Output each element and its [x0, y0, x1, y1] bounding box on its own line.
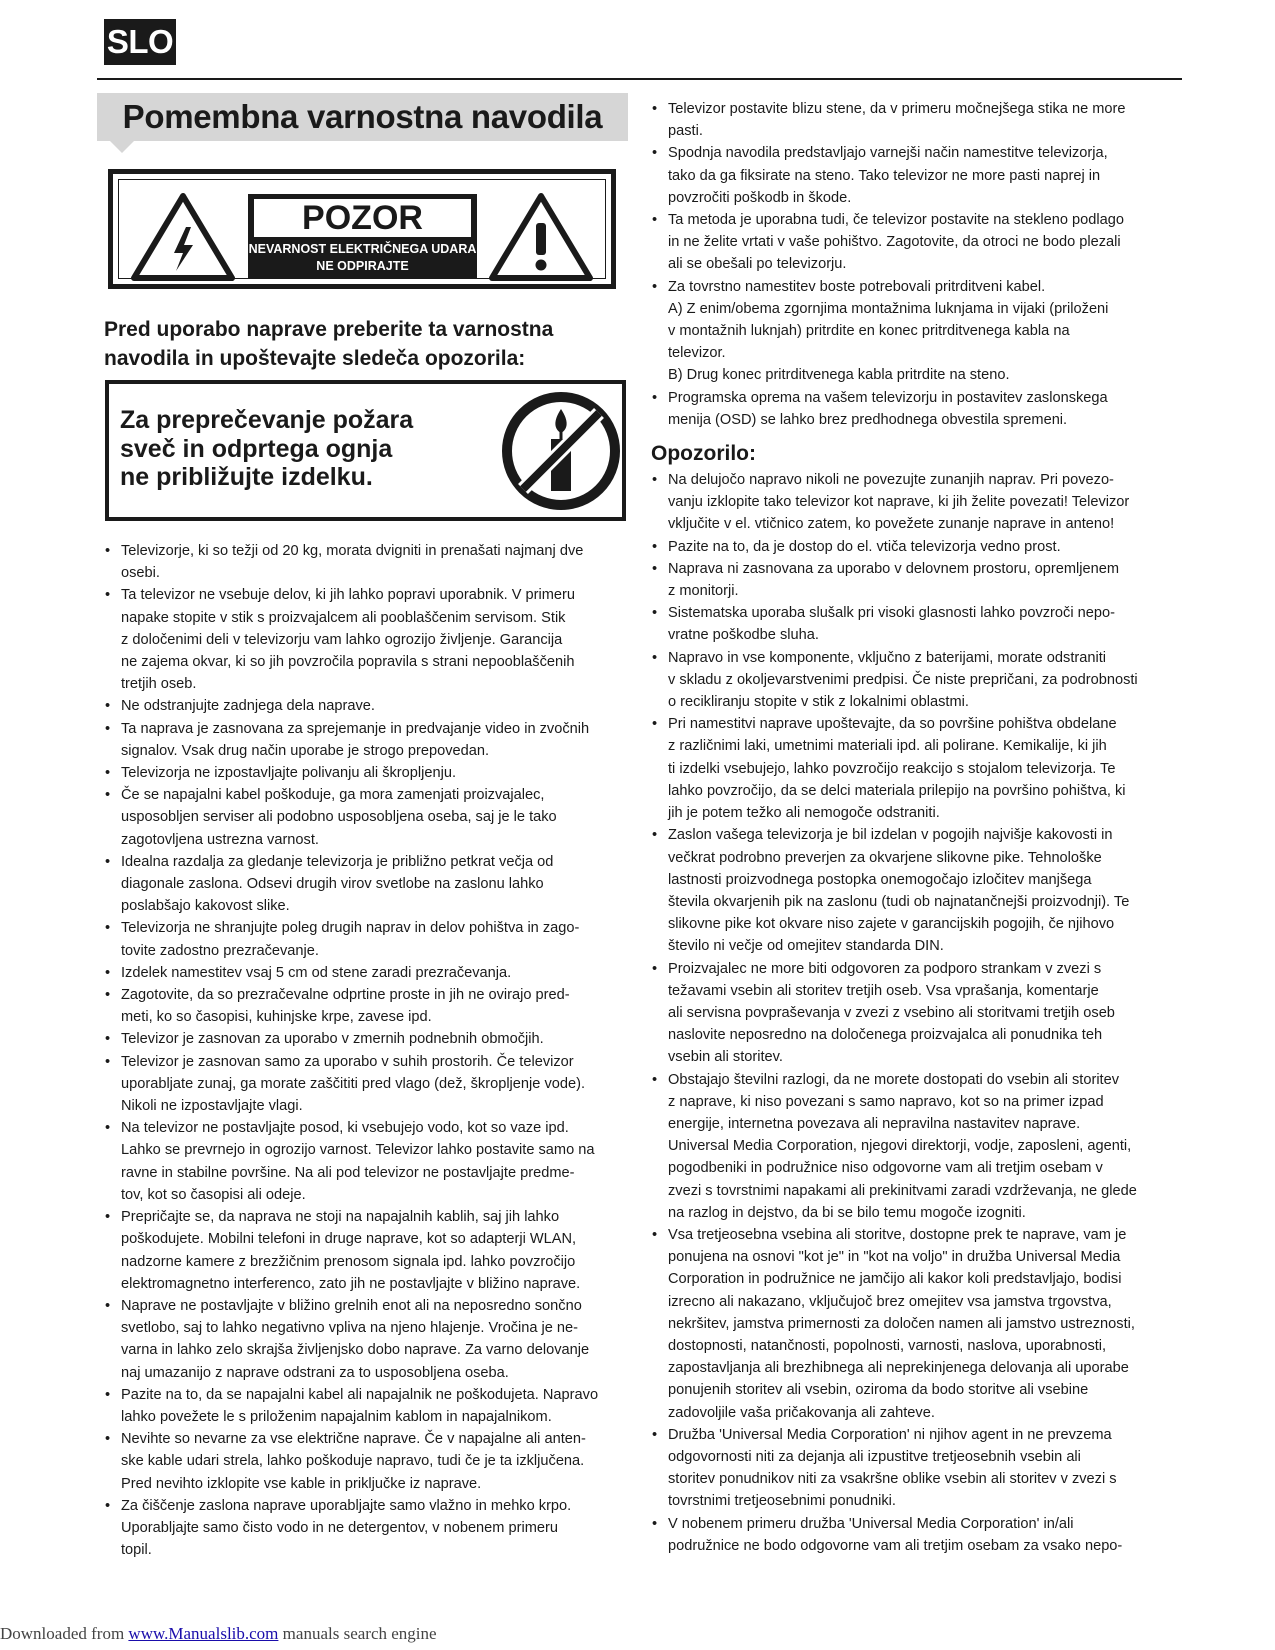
list-item: • Prepričajte se, da naprava ne stoji na napajalnih kablih, saj jih lahko poškodujete. Mobilni telefoni in druge naprave, kot so adapterji WLAN, nadzorne kamere z brezžičnim prenosom signala ipd. lahko povzročijo elektromagnetno interferenco, zato jih ne postavljajte v bližino naprave. [104, 1206, 632, 1295]
list-item: • Ta televizor ne vsebuje delov, ki jih lahko popravi uporabnik. V primeru napake stopite v stik s proizvajalcem ali pooblaščenim servisom. Stik z določenimi deli v televizorju vam lahko ogrozijo življenje. Garancija ne zajema okvar, ki so jih povzročila popravila s strani nepooblaščenih tretjih oseb. [104, 584, 632, 695]
language-badge: SLO [104, 19, 176, 65]
list-item: • Sistematska uporaba slušalk pri visoki glasnosti lahko povzroči nepo- vratne poškodbe sluha. [651, 602, 1181, 646]
caution-label [108, 169, 616, 289]
lightning-warning-icon [131, 193, 235, 281]
no-candle-icon [501, 391, 621, 511]
warning-heading: Opozorilo: [651, 442, 756, 466]
list-item: • Za čiščenje zaslona naprave uporabljajte samo vlažno in mehko krpo. Uporabljajte samo čisto vodo in ne detergentov, v nobenem primeru topil. [104, 1495, 632, 1562]
list-item: • Napravo in vse komponente, vključno z baterijami, morate odstraniti v skladu z okoljevarstvenimi predpisi. Če niste prepričani, za podrobnosti o recikliranju stopite v stik z lokalnimi oblastmi. [651, 647, 1181, 714]
caution-label-inner [118, 179, 606, 279]
title-bar [97, 93, 628, 141]
list-item: • Proizvajalec ne more biti odgovoren za podporo strankam v zvezi s težavami vsebin ali storitev tretjih oseb. Vsa vprašanja, komentarje ali servisna povpraševanja v zvezi z vsebino ali storitvami tretjih oseb naslovite neposredno na določenega proizvajalca ali ponudnika teh vsebin ali storitev. [651, 958, 1181, 1069]
right-safety-list [651, 98, 1181, 431]
list-item: • Pazite na to, da se napajalni kabel ali napajalnik ne poškodujeta. Napravo lahko povežete le s priloženim napajalnim kablom in napajalnikom. [104, 1384, 632, 1428]
exclamation-warning-icon [489, 193, 593, 281]
footer-prefix: Downloaded from [0, 1624, 129, 1643]
list-item: • Televizorje, ki so težji od 20 kg, morata dvigniti in prenašati najmanj dve osebi. [104, 540, 632, 584]
list-item: • Naprava ni zasnovana za uporabo v delovnem prostoru, opremljenem z monitorji. [651, 558, 1181, 602]
list-item: • Zagotovite, da so prezračevalne odprtine proste in jih ne ovirajo pred- meti, ko so časopisi, kuhinjske krpe, zavese ipd. [104, 984, 632, 1028]
footer-suffix: manuals search engine [278, 1624, 437, 1643]
list-item: • Idealna razdalja za gledanje televizorja je približno petkrat večja od diagonale zaslona. Odsevi drugih virov svetlobe na zaslonu lahko poslabšajo kakovost slike. [104, 851, 632, 918]
list-item: • Družba 'Universal Media Corporation' ni njihov agent in ne prevzema odgovornosti niti za dejanja ali izpustitve tretjeosebnih vsebin ali storitev ponudnikov niti za vsakršne oblike vsebin ali storitev v zvezi s tovrstnimi tretjeosebnimi ponudniki. [651, 1424, 1181, 1513]
pozor-word: POZOR [254, 199, 471, 237]
intro-text: Pred uporabo naprave preberite ta varnostna navodila in upoštevajte sledeča opozorila: [104, 318, 554, 370]
pozor-panel [248, 194, 477, 279]
list-item: • Televizor je zasnovan za uporabo v zmernih podnebnih območjih. [104, 1028, 632, 1050]
header-rule [97, 78, 1182, 80]
list-item: • Televizor je zasnovan samo za uporabo v suhih prostorih. Če televizor uporabljate zunaj, ga morate zaščititi pred vlago (dež, škropljenje vode). Nikoli ne izpostavljajte vlagi. [104, 1051, 632, 1118]
list-item: • Ne odstranjujte zadnjega dela naprave. [104, 695, 632, 717]
list-item: • Pri namestitvi naprave upoštevajte, da so površine pohištva obdelane z različnimi laki, umetnimi materiali ipd. ali polirane. Kemikalije, ki jih ti izdelki vsebujejo, lahko povzročijo reakcijo s stojalom televizorja. Te lahko povzročijo, da se delci materiala prilepijo na površino pohištva, ki jih je potem težko ali nemogoče odstraniti. [651, 713, 1181, 824]
list-item: • Naprave ne postavljajte v bližino grelnih enot ali na neposredno sončno svetlobo, saj to lahko negativno vpliva na njeno hlajenje. Vročina je ne- varna in lahko zelo skrajša življenjsko dobo naprave. Za varno delovanje naj umazanijo z naprave odstrani za to usposobljena oseba. [104, 1295, 632, 1384]
list-item: • Ta naprava je zasnovana za sprejemanje in predvajanje video in zvočnih signalov. Vsak drug način uporabe je strogo prepovedan. [104, 718, 632, 762]
list-item: • Obstajajo številni razlogi, da ne morete dostopati do vsebin ali storitev z naprave, ki niso povezani s samo napravo, kot so na primer izpad energije, internetna povezava ali nepravilna nastavitev naprave. Universal Media Corporation, njegovi direktorji, vodje, zaposleni, agenti, pogodbeniki in podružnice niso odgovorne vam ali tretjim osebam v zvezi s tovrstnimi napakami ali prekinitvami zaradi vzdrževanja, ne glede na razlog in dejstvo, da bi se bilo temu mogoče izogniti. [651, 1069, 1181, 1224]
list-item: • Televizorja ne izpostavljajte polivanju ali škropljenju. [104, 762, 632, 784]
list-item: • Izdelek namestitev vsaj 5 cm od stene zaradi prezračevanja. [104, 962, 632, 984]
pozor-line-1: NEVARNOST ELEKTRIČNEGA UDARA [248, 242, 477, 256]
list-item: • Televizor postavite blizu stene, da v primeru močnejšega stika ne more pasti. [651, 98, 1181, 142]
fire-warning-box [105, 380, 626, 521]
list-item: • Spodnja navodila predstavljajo varnejši način namestitve televizorja, tako da ga fiksirate na steno. Tako televizor ne more pasti naprej in povzročiti poškodb in škode. [651, 142, 1181, 209]
page-title: Pomembna varnostna navodila [122, 98, 603, 135]
list-item: • Vsa tretjeosebna vsebina ali storitve, dostopne prek te naprave, vam je ponujena na osnovi "kot je" in "kot na voljo" in družba Universal Media Corporation in podružnice ne jamčijo ali kakor koli predstavljajo, bodisi izrecno ali nakazano, vključujoč brez omejitev vsa jamstva trgovstva, nekršitev, jamstva primernosti za določen namen ali jamstvo ustreznosti, dostopnosti, natančnosti, popolnosti, varnosti, naslova, uporabnosti, zapostavljanja ali brezhibnega ali neprekinjenega delovanja ali uporabe ponujenih storitev ali vsebin, oziroma da bodo storitve ali vsebine zadovoljile vaša pričakovanja ali zahteve. [651, 1224, 1181, 1424]
left-column [104, 540, 632, 1561]
list-item: • Pazite na to, da je dostop do el. vtiča televizorja vedno prost. [651, 536, 1181, 558]
list-item: • Programska oprema na vašem televizorju in postavitev zaslonskega menija (OSD) se lahko brez predhodnega obvestila spremeni. [651, 387, 1181, 431]
title-notch [110, 141, 134, 153]
list-item: • V nobenem primeru družba 'Universal Media Corporation' in/ali podružnice ne bodo odgovorne vam ali tretjim osebam za vsako nepo- [651, 1513, 1181, 1557]
right-column [651, 98, 1181, 1557]
list-item: • Nevihte so nevarne za vse električne naprave. Če v napajalne ali anten- ske kable udari strela, lahko poškoduje napravo, tudi če je ta izključena. Pred nevihto izklopite vse kable in priključke iz naprave. [104, 1428, 632, 1495]
fire-warning-text: Za preprečevanje požara sveč in odprtega ognja ne približujte izdelku. [120, 406, 414, 491]
list-item: • Na televizor ne postavljajte posod, ki vsebujejo vodo, kot so vaze ipd. Lahko se prevrnejo in ogrozijo varnost. Televizor lahko postavite samo na ravne in stabilne površine. Na ali pod televizor ne postavljajte predme- tov, kot so časopisi ali odeje. [104, 1117, 632, 1206]
list-item: • Zaslon vašega televizorja je bil izdelan v pogojih najvišje kakovosti in večkrat podrobno preverjen za okvarjene slikovne pike. Tehnološke lastnosti proizvodnega postopka onemogočajo izločitev manjšega števila okvarjenih pik na zaslonu (tudi ob najnatančnejši proizvodnji). Te slikovne pike kot okvare niso zajete v garancijskih pogojih, če njihovo število ni večje od omejitev standarda DIN. [651, 824, 1181, 957]
list-item: • Za tovrstno namestitev boste potrebovali pritrditveni kabel. A) Z enim/obema zgornjima montažnima luknjama in vijaki (priloženi v montažnih luknjah) pritrdite en konec pritrditvenega kabla na televizor. B) Drug konec pritrditvenega kabla pritrdite na steno. [651, 276, 1181, 387]
manualslib-link[interactable]: www.Manualslib.com [128, 1624, 279, 1643]
footer [0, 1624, 437, 1644]
warning-list [651, 469, 1181, 1557]
left-safety-list [104, 540, 632, 1561]
pozor-line-2: NE ODPIRAJTE [316, 259, 409, 273]
pozor-subtitle [248, 241, 477, 275]
list-item: • Televizorja ne shranjujte poleg drugih naprav in delov pohištva in zago- tovite zadostno prezračevanje. [104, 917, 632, 961]
list-item: • Ta metoda je uporabna tudi, če televizor postavite na stekleno podlago in ne želite vrtati v vaše pohištvo. Zagotovite, da otroci ne bodo plezali ali se obešali po televizorju. [651, 209, 1181, 276]
list-item: • Če se napajalni kabel poškoduje, ga mora zamenjati proizvajalec, usposobljen serviser ali podobno usposobljena oseba, saj je le tako zagotovljena ustrezna varnost. [104, 784, 632, 851]
list-item: • Na delujočo napravo nikoli ne povezujte zunanjih naprav. Pri povezo- vanju izklopite tako televizor kot naprave, ki jih želite povezati! Televizor vključite v el. vtičnico zatem, ko povežete zunanje naprave in anteno! [651, 469, 1181, 536]
